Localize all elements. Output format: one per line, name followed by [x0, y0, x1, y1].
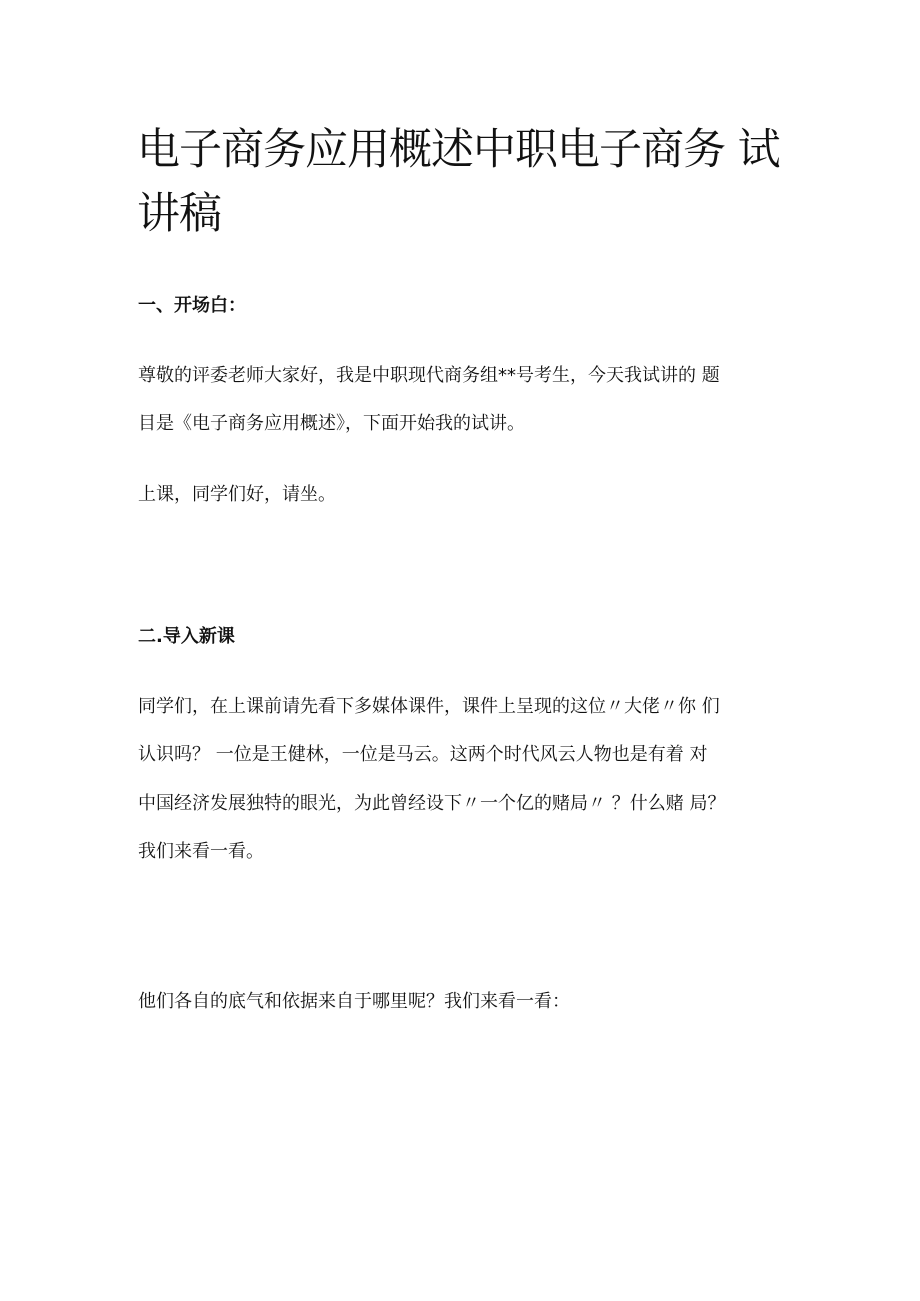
paragraph-line: 上课，同学们好，请坐。	[138, 484, 336, 505]
document-title: 电子商务应用概述中职电子商务 试讲稿	[137, 125, 780, 239]
section-heading-opening: 一、开场白：	[138, 295, 246, 316]
paragraph-line: 同学们，在上课前请先看下多媒体课件，课件上呈现的这位〃大佬〃你 们	[138, 696, 720, 717]
paragraph-line: 我们来看一看。	[138, 841, 264, 862]
paragraph-line: 他们各自的底气和依据来自于哪里呢？我们来看一看：	[138, 991, 570, 1012]
paragraph-line: 认识吗？ 一位是王健林，一位是马云。这两个时代风云人物也是有着 对	[138, 744, 708, 765]
paragraph-line: 中国经济发展独特的眼光，为此曾经设下〃一个亿的赌局〃 ？什么赌 局？	[138, 793, 726, 814]
paragraph-line: 尊敬的评委老师大家好，我是中职现代商务组**号考生，今天我试讲的 题	[138, 365, 720, 386]
section-heading-intro: 二.导入新课	[138, 626, 235, 647]
paragraph-line: 目是《电子商务应用概述》，下面开始我的试讲。	[138, 413, 525, 434]
